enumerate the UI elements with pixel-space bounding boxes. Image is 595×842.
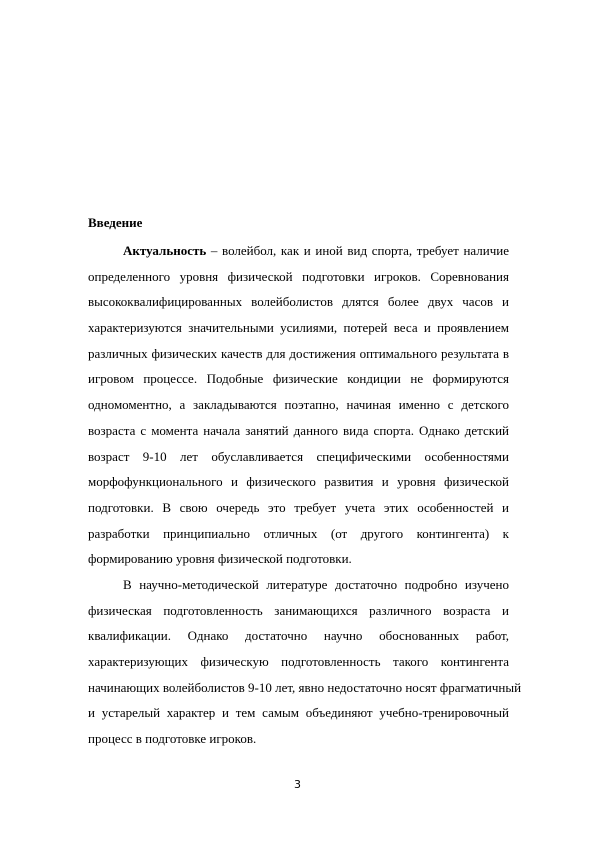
paragraph-2-line-2: физическая подготовленность занимающихся различного возраста и: [88, 602, 509, 618]
paragraph-1-line-12: разработки принципиально отличных (от другого контингента) к: [88, 525, 509, 541]
paragraph-1-line-2: определенного уровня физической подготовки игроков. Соревнования: [88, 268, 509, 284]
paragraph-2-line-6: и устарелый характер и тем самым объединяют учебно-тренировочный: [88, 705, 509, 721]
paragraph-1-line-6: игровом процессе. Подобные физические кондиции не формируются: [88, 371, 509, 387]
paragraph-1-line-1-text: – волейбол, как и иной вид спорта, требует наличие: [206, 243, 509, 258]
paragraph-1-line-10: морфофункционального и физического развития и уровня физической: [88, 474, 509, 490]
paragraph-1-line-13: формированию уровня физической подготовки.: [88, 551, 352, 567]
paragraph-1-line-3: высококвалифицированных волейболистов длятся более двух часов и: [88, 294, 509, 310]
paragraph-2-line-1: В научно-методической литературе достаточно подробно изучено: [123, 576, 509, 592]
paragraph-1-line-4: характеризуются значительными усилиями, потерей веса и проявлением: [88, 320, 509, 336]
page-number: 3: [294, 778, 301, 791]
document-body: [88, 238, 522, 752]
paragraph-2-line-4: характеризующих физическую подготовленность такого контингента: [88, 654, 509, 669]
paragraph-2-line-7: процесс в подготовке игроков.: [88, 731, 257, 747]
paragraph-2-line-5: начинающих волейболистов 9-10 лет, явно недостаточно носят фрагматичный: [88, 679, 522, 695]
paragraph-1-line-8: возраста с момента начала занятий данного вида спорта. Однако детский: [88, 422, 509, 438]
paragraph-1-line-5: различных физических качеств для достижения оптимального результата в: [88, 345, 509, 361]
section-heading: Введение: [88, 215, 143, 230]
paragraph-1-line-1: [88, 238, 509, 264]
relevance-term: Актуальность: [123, 243, 207, 258]
paragraph-2-line-3: квалификации. Однако достаточно научно обоснованных работ,: [88, 628, 509, 644]
paragraph-1-line-7: одномоментно, а закладываются поэтапно, начиная именно с детского: [88, 397, 509, 413]
paragraph-1-line-11: подготовки. В свою очередь это требует учета этих особенностей и: [88, 499, 509, 515]
paragraph-1-line-9: возраст 9-10 лет обуславливается специфическими особенностями: [88, 448, 509, 464]
